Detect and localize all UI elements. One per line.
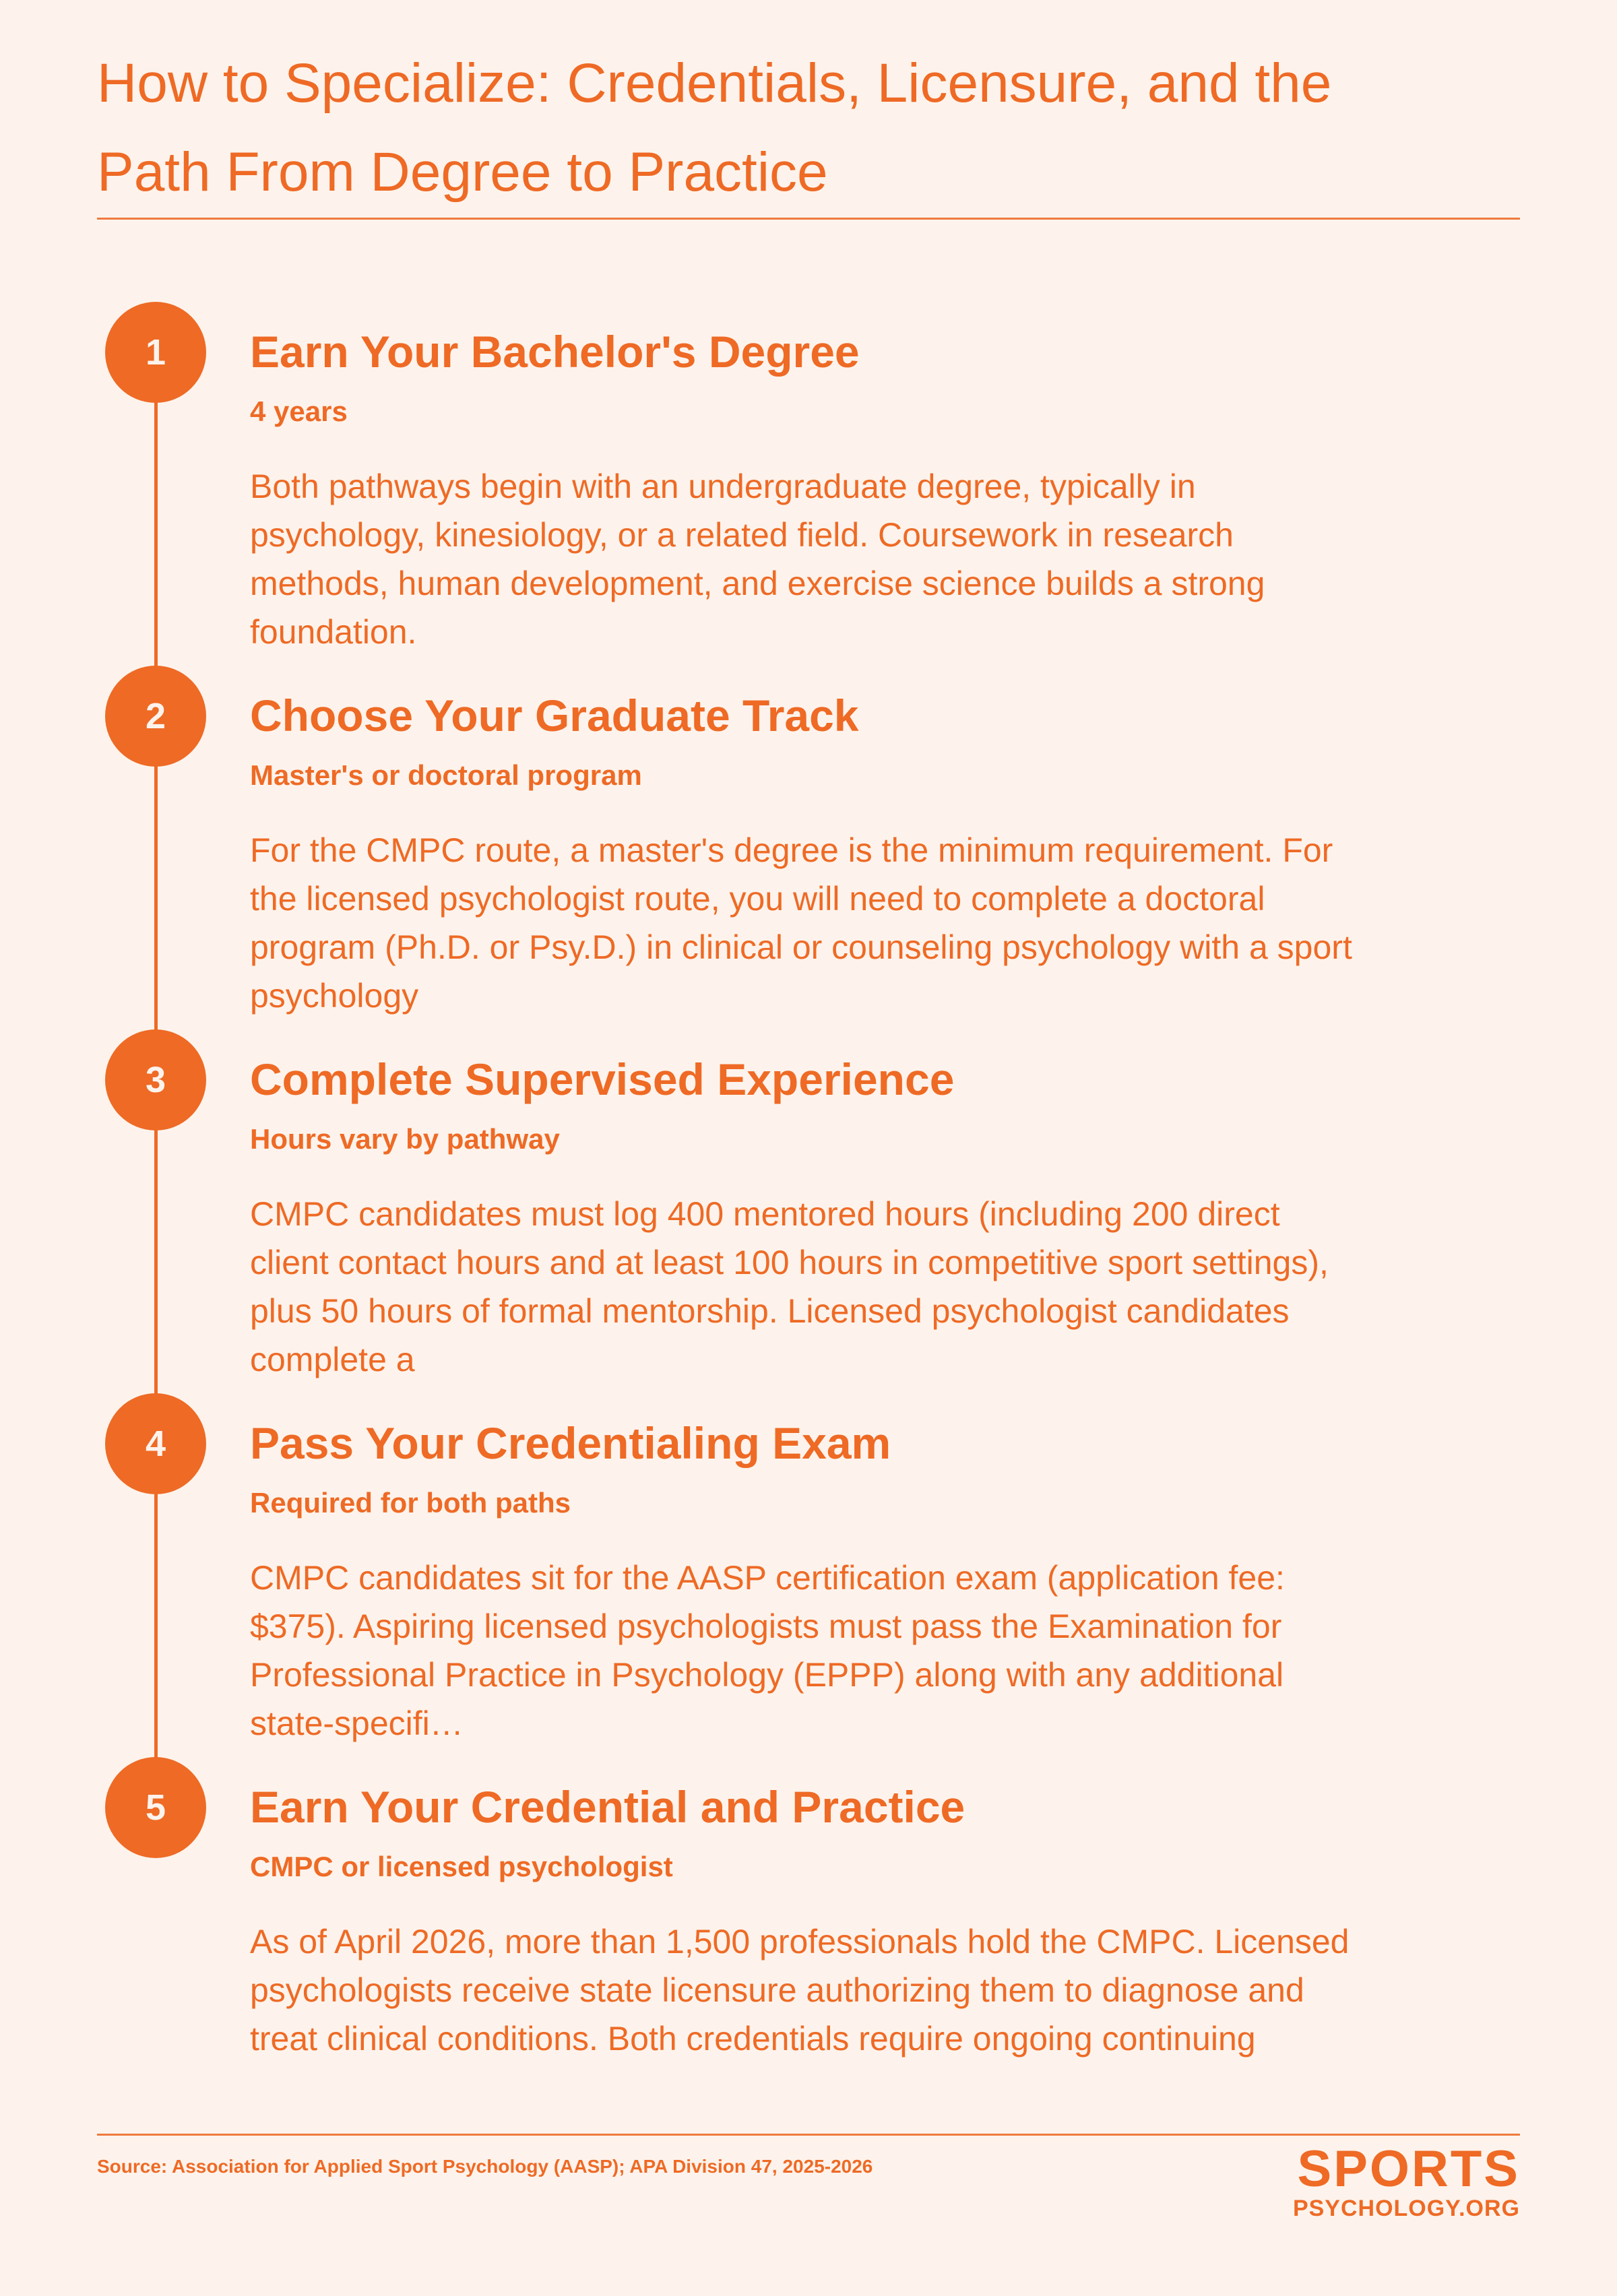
source-citation: Source: Association for Applied Sport Psychology (AASP); APA Division 47, 2025-2026: [97, 2156, 873, 2177]
step-body: As of April 2026, more than 1,500 professionals hold the CMPC. Licensed psychologists receive state licensure authorizing them to diagnose and treat clinical conditions. Both credentials require ongoing continuing: [250, 1923, 1350, 2058]
step-body: CMPC candidates must log 400 mentored hours (including 200 direct client contact hours and at least 100 hours in competitive sport settings), plus 50 hours of formal mentorship. Licensed psychologist candidates complete a: [250, 1195, 1329, 1378]
step-number-circle: 5: [105, 1757, 206, 1858]
step-subtitle: 4 years: [250, 395, 348, 427]
step-subtitle: Master's or doctoral program: [250, 759, 642, 791]
step-content: [250, 1780, 1355, 2111]
page-title: How to Specialize: Credentials, Licensure, and the Path From Degree to Practice: [97, 53, 1332, 203]
step-body: CMPC candidates sit for the AASP certification exam (application fee: $375). Aspiring licensed psychologists must pass the Examination for Professional Practice in Psychology (EPPP) along with any additional state-specifi…: [250, 1559, 1285, 1742]
logo-wordmark: SPORTS: [1297, 2140, 1520, 2198]
step-number-circle: 2: [105, 666, 206, 767]
step-number-circle: 3: [105, 1029, 206, 1130]
step-subtitle: CMPC or licensed psychologist: [250, 1851, 673, 1882]
step-2: [0, 364, 1617, 1015]
step-title: Earn Your Bachelor's Degree: [250, 327, 860, 377]
sportspsychology-logo: [1264, 2142, 1520, 2223]
step-number-circle: 1: [105, 302, 206, 403]
step-title: Choose Your Graduate Track: [250, 691, 859, 740]
logo-domain: PSYCHOLOGY.ORG: [1292, 2196, 1520, 2221]
step-subtitle: Required for both paths: [250, 1487, 571, 1519]
step-title: Pass Your Credentialing Exam: [250, 1418, 891, 1468]
step-4: [0, 1091, 1617, 1742]
step-1: [0, 0, 1617, 651]
step-number-circle: 4: [105, 1393, 206, 1494]
step-5: [0, 1455, 1617, 2058]
bottom-divider: [97, 2134, 1520, 2136]
step-3: [0, 728, 1617, 1378]
step-body: For the CMPC route, a master's degree is the minimum requirement. For the licensed psychologist route, you will need to complete a doctoral program (Ph.D. or Psy.D.) in clinical or counseling psychology with a sport psychology: [250, 831, 1352, 1015]
step-title: Complete Supervised Experience: [250, 1054, 955, 1104]
step-subtitle: Hours vary by pathway: [250, 1123, 560, 1155]
step-title: Earn Your Credential and Practice: [250, 1782, 965, 1832]
step-body: Both pathways begin with an undergraduate degree, typically in psychology, kinesiology, or a related field. Coursework in research methods, human development, and exercise science builds a strong foundation.: [250, 468, 1265, 651]
